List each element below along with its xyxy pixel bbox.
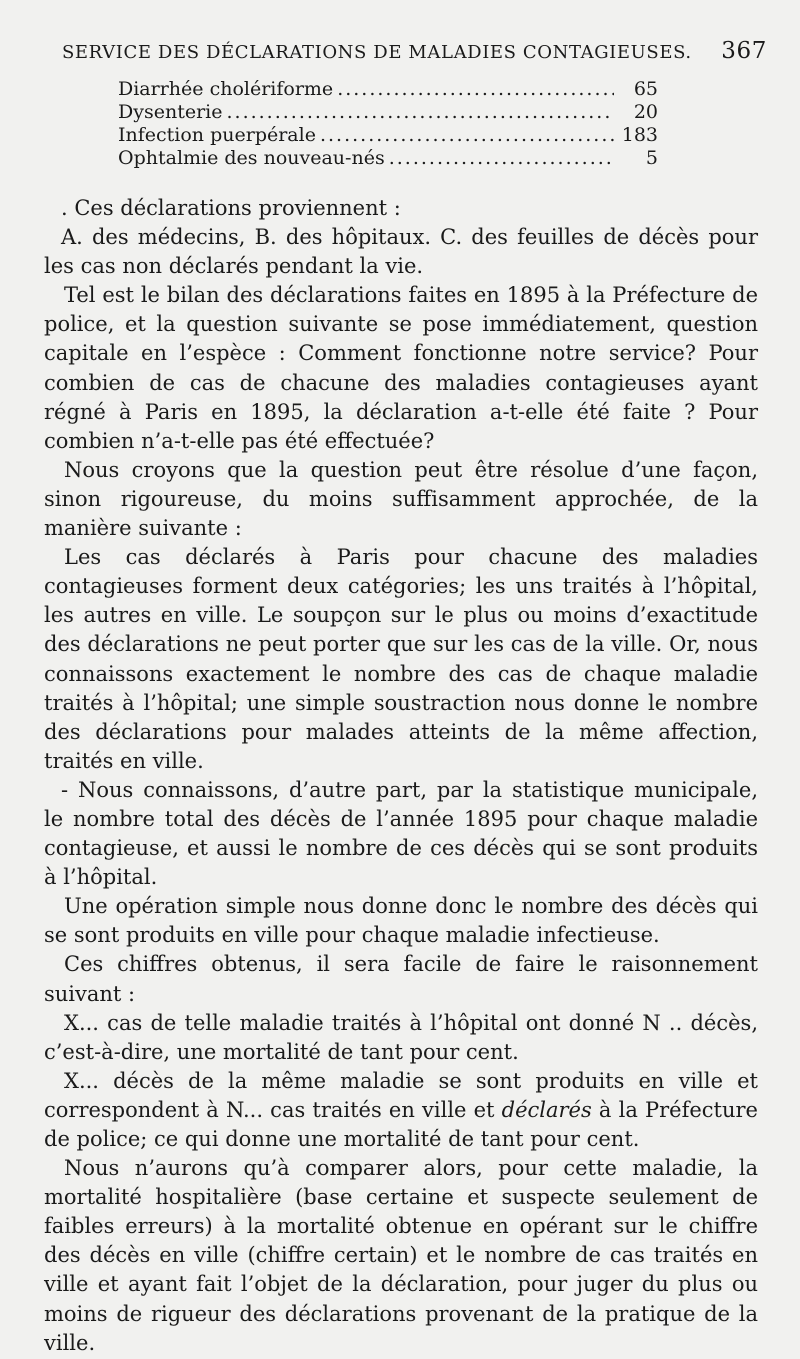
running-header (62, 38, 767, 68)
paragraph-text: à la Préfecture de police; ce qui donne une mortalité de tant pour cent. (44, 1097, 758, 1151)
paragraph: . Ces déclarations proviennent : (61, 196, 401, 220)
disease-count: 65 (633, 78, 658, 100)
dot-leader (320, 124, 614, 147)
disease-count: 20 (633, 101, 658, 123)
list-item (118, 124, 658, 147)
body-text (44, 194, 758, 1358)
list-item (118, 147, 658, 170)
paragraph: Nous n’aurons qu’à comparer alors, pour cette maladie, la mortalité hospitalière (base certaine et suspecte seulement de faibles erreurs) à la mortalité obtenue en opérant sur le chiffre des décès en ville (chiffre certain) et le nombre de cas traités en ville et ayant fait l’objet de la déclaration, pour juger du plus ou moins de rigueur des déclarations provenant de la pratique de la ville. (44, 1156, 758, 1355)
paragraph (44, 1067, 758, 1154)
header-title: SERVICE DES DÉCLARATIONS DE MALADIES CONTAGIEUSES. (62, 42, 692, 63)
emphasis: déclarés (501, 1097, 592, 1122)
paragraph: Une opération simple nous donne donc le nombre des décès qui se sont produits en ville pour chaque maladie infectieuse. (44, 894, 758, 948)
paragraph: X... cas de telle maladie traités à l’hôpital ont donné N .. décès, c’est-à-dire, une mortalité de tant pour cent. (44, 1010, 758, 1064)
disease-count: 5 (645, 147, 658, 169)
page-number: 367 (721, 38, 767, 64)
disease-count: 183 (621, 124, 658, 146)
dot-leader (389, 147, 614, 170)
paragraph: Les cas déclarés à Paris pour chacune des maladies contagieuses forment deux catégories; les uns traités à l’hôpital, les autres en ville. Le soupçon sur le plus ou moins d’exactitude des déclarations ne peut porter que sur les cas de la ville. Or, nous connaissons exactement le nombre des cas de chaque maladie traités à l’hôpital; une simple soustraction nous donne le nombre des déclarations pour malades atteints de la même affection, traités en ville. (44, 545, 758, 773)
paragraph: A. des médecins, B. des hôpitaux. C. des feuilles de décès pour les cas non déclarés pendant la vie. (44, 225, 758, 279)
list-item (118, 101, 658, 124)
paragraph: Nous croyons que la question peut être résolue d’une façon, sinon rigoureuse, du moins suffisamment approchée, de la manière suivante : (44, 457, 758, 541)
disease-name: Ophtalmie des nouveau-nés (118, 147, 385, 169)
list-item (118, 78, 658, 101)
paragraph: - Nous connaissons, d’autre part, par la statistique municipale, le nombre total des décès de l’année 1895 pour chaque maladie contagieuse, et aussi le nombre de ces décès qui se sont produits à l’hôpital. (44, 777, 758, 890)
disease-list (118, 78, 658, 170)
disease-name: Infection puerpérale (118, 124, 316, 146)
paragraph: Ces chiffres obtenus, il sera facile de faire le raisonnement suivant : (44, 952, 758, 1006)
disease-name: Dysenterie (118, 101, 223, 123)
dot-leader (226, 101, 614, 124)
paragraph-text: X... décès de la même maladie se sont produits en ville et correspondent à N... cas traités en ville et (44, 1068, 758, 1122)
disease-name: Diarrhée cholériforme (118, 78, 334, 100)
dot-leader (337, 78, 614, 101)
paragraph: Tel est le bilan des déclarations faites en 1895 à la Préfecture de police, et la question suivante se pose immédiatement, question capitale en l’espèce : Comment fonctionne notre service? Pour combien de cas de chacune des maladies contagieuses ayant régné à Paris en 1895, la déclaration a-t-elle été faite ? Pour combien n’a-t-elle pas été effectuée? (44, 283, 758, 453)
